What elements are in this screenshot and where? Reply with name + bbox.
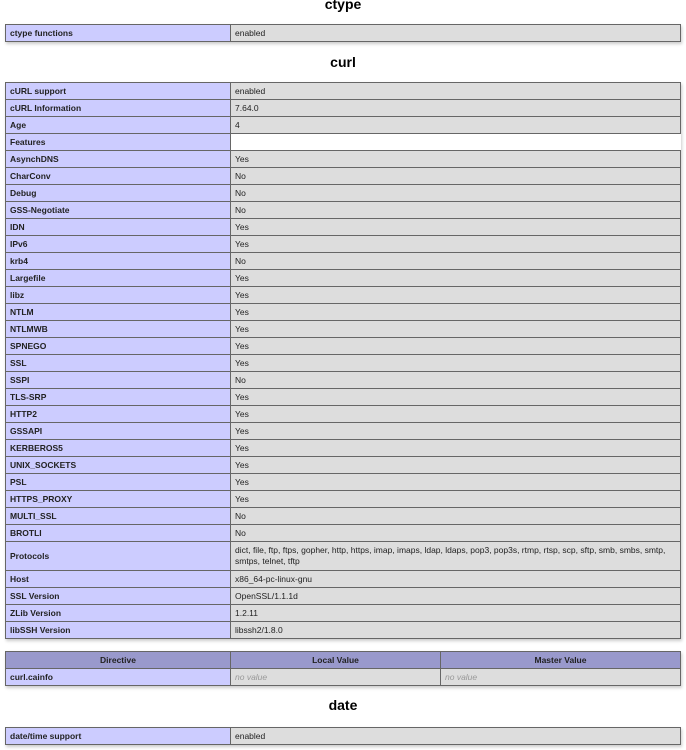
row-key: SSPI (6, 372, 231, 389)
row-value: Yes (231, 304, 681, 321)
table-row (6, 321, 681, 338)
table-row (6, 236, 681, 253)
row-value: Yes (231, 270, 681, 287)
table-row (6, 605, 681, 622)
table-header-row (6, 652, 681, 669)
row-key: date/time support (6, 728, 231, 745)
date-table (5, 727, 681, 745)
no-value-text: no value (235, 671, 268, 682)
row-key: PSL (6, 474, 231, 491)
table-row (6, 622, 681, 639)
master-value (441, 669, 681, 686)
row-value: Yes (231, 406, 681, 423)
row-value: No (231, 508, 681, 525)
row-value: Yes (231, 474, 681, 491)
row-key: MULTI_SSL (6, 508, 231, 525)
row-key: Age (6, 117, 231, 134)
row-key: Features (6, 134, 231, 151)
row-value: 4 (231, 117, 681, 134)
table-row (6, 542, 681, 571)
row-key: ctype functions (6, 25, 231, 42)
table-row (6, 571, 681, 588)
table-row (6, 728, 681, 745)
table-row (6, 525, 681, 542)
row-value: enabled (231, 83, 681, 100)
table-row (6, 253, 681, 270)
row-value: Yes (231, 287, 681, 304)
table-row (6, 355, 681, 372)
row-value: No (231, 525, 681, 542)
row-value: 1.2.11 (231, 605, 681, 622)
row-value: Yes (231, 491, 681, 508)
table-row (6, 389, 681, 406)
row-value: No (231, 185, 681, 202)
table-row (6, 508, 681, 525)
row-value: No (231, 168, 681, 185)
section-title-curl: curl (330, 54, 356, 70)
table-row (6, 669, 681, 686)
row-value: x86_64-pc-linux-gnu (231, 571, 681, 588)
table-row (6, 588, 681, 605)
row-value: Yes (231, 423, 681, 440)
table-row (6, 423, 681, 440)
row-key: SSL (6, 355, 231, 372)
row-value: No (231, 202, 681, 219)
row-key: BROTLI (6, 525, 231, 542)
ctype-table (5, 24, 681, 42)
section-title-ctype: ctype (324, 0, 362, 12)
row-value: 7.64.0 (231, 100, 681, 117)
row-key: Largefile (6, 270, 231, 287)
local-value (231, 669, 441, 686)
table-row (6, 219, 681, 236)
row-value (231, 134, 681, 151)
row-key: KERBEROS5 (6, 440, 231, 457)
row-key: HTTP2 (6, 406, 231, 423)
curl-directives-table (5, 651, 681, 686)
row-value: No (231, 253, 681, 270)
row-value: Yes (231, 457, 681, 474)
row-key: krb4 (6, 253, 231, 270)
row-key: libz (6, 287, 231, 304)
row-key: GSS-Negotiate (6, 202, 231, 219)
row-key: Protocols (6, 542, 231, 571)
row-key: IPv6 (6, 236, 231, 253)
row-value: Yes (231, 219, 681, 236)
table-row (6, 491, 681, 508)
row-key: libSSH Version (6, 622, 231, 639)
row-key: HTTPS_PROXY (6, 491, 231, 508)
row-key: Host (6, 571, 231, 588)
table-row (6, 440, 681, 457)
row-key: IDN (6, 219, 231, 236)
table-row (6, 406, 681, 423)
row-key: AsynchDNS (6, 151, 231, 168)
curl-table (5, 82, 681, 639)
row-value: enabled (231, 728, 681, 745)
row-key: cURL Information (6, 100, 231, 117)
row-value: Yes (231, 440, 681, 457)
row-value: enabled (231, 25, 681, 42)
table-row (6, 83, 681, 100)
row-value: OpenSSL/1.1.1d (231, 588, 681, 605)
row-value: Yes (231, 338, 681, 355)
table-row (6, 304, 681, 321)
table-row (6, 372, 681, 389)
no-value-text: no value (445, 671, 478, 682)
row-key: SPNEGO (6, 338, 231, 355)
row-value: Yes (231, 355, 681, 372)
table-row (6, 270, 681, 287)
row-value: dict, file, ftp, ftps, gopher, http, https, imap, imaps, ldap, ldaps, pop3, pop3s, rtmp, rtsp, scp, sftp, smb, smbs, smtp, smtps, telnet, tftp (231, 542, 681, 571)
header-local-value: Local Value (231, 652, 441, 669)
row-key: UNIX_SOCKETS (6, 457, 231, 474)
row-value: No (231, 372, 681, 389)
table-row (6, 474, 681, 491)
header-directive: Directive (6, 652, 231, 669)
row-key: NTLMWB (6, 321, 231, 338)
table-row (6, 185, 681, 202)
row-value: Yes (231, 389, 681, 406)
row-value: Yes (231, 151, 681, 168)
table-row (6, 151, 681, 168)
directive-name: curl.cainfo (6, 669, 231, 686)
row-key: Debug (6, 185, 231, 202)
table-row (6, 134, 681, 151)
table-row (6, 202, 681, 219)
row-key: cURL support (6, 83, 231, 100)
row-key: ZLib Version (6, 605, 231, 622)
table-row (6, 287, 681, 304)
table-row (6, 338, 681, 355)
row-key: SSL Version (6, 588, 231, 605)
row-key: NTLM (6, 304, 231, 321)
header-master-value: Master Value (441, 652, 681, 669)
row-key: GSSAPI (6, 423, 231, 440)
table-row (6, 117, 681, 134)
row-key: CharConv (6, 168, 231, 185)
row-value: Yes (231, 321, 681, 338)
table-row (6, 457, 681, 474)
row-value: Yes (231, 236, 681, 253)
table-row (6, 168, 681, 185)
row-value: libssh2/1.8.0 (231, 622, 681, 639)
section-title-date: date (328, 697, 358, 713)
table-row (6, 25, 681, 42)
row-key: TLS-SRP (6, 389, 231, 406)
table-row (6, 100, 681, 117)
